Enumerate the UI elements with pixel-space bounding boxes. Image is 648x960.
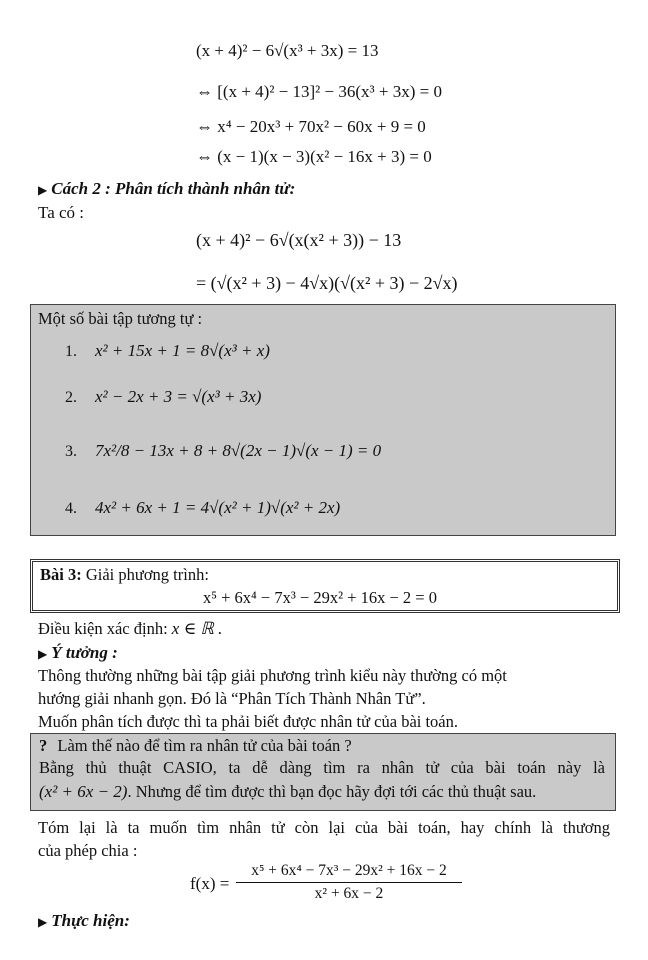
exercise-item <box>65 498 340 518</box>
question-answer-line2 <box>39 782 536 802</box>
summary-line: Tóm lại là ta muốn tìm nhân tử còn lại của bài toán, hay chính là thương <box>38 818 610 837</box>
equation-line-3: ⇔ x⁴ − 20x³ + 70x² − 60x + 9 = 0 <box>196 117 426 136</box>
fraction-numerator: x⁵ + 6x⁴ − 7x³ − 29x² + 16x − 2 <box>236 862 462 883</box>
method2-line1: (x + 4)² − 6√(x(x² + 3)) − 13 <box>196 230 402 250</box>
equation-line-4: ⇔ (x − 1)(x − 3)(x² − 16x + 3) = 0 <box>196 147 432 166</box>
exercise-number: 3. <box>65 443 77 460</box>
exercise-number: 1. <box>65 343 77 360</box>
method2-line2: = (√(x² + 3) − 4√x)(√(x² + 3) − 2√x) <box>196 273 458 293</box>
domain-condition-value: x ∈ ℝ . <box>171 619 223 638</box>
idea-heading: ▶ Ý tưởng : <box>38 643 118 662</box>
equation-line-2: ⇔ [(x + 4)² − 13]² − 36(x³ + 3x) = 0 <box>196 82 442 101</box>
exercise-item <box>65 341 270 361</box>
question-answer-line1: Bằng thủ thuật CASIO, ta dễ dàng tìm ra nhân tử của bài toán này là <box>39 758 605 777</box>
exercise-number: 2. <box>65 389 77 406</box>
similar-exercises-title: Một số bài tập tương tự : <box>38 309 203 328</box>
exercise-item <box>65 387 261 407</box>
idea-line: Muốn phân tích được thì ta phải biết được nhân tử của bài toán. <box>38 712 459 731</box>
summary-line: của phép chia : <box>38 841 138 860</box>
triangle-bullet-icon: ▶ <box>38 915 48 929</box>
question-box <box>30 733 616 811</box>
summary-paragraph <box>38 816 610 862</box>
exercise-expression: 7x²/8 − 13x + 8 + 8√(2x − 1)√(x − 1) = 0 <box>95 441 382 460</box>
method2-intro: Ta có : <box>38 203 85 222</box>
question-line <box>39 736 352 756</box>
question-mark-icon: ? <box>39 736 48 755</box>
problem3-equation: x⁵ + 6x⁴ − 7x³ − 29x² + 16x − 2 = 0 <box>203 588 437 607</box>
exercise-item <box>65 441 381 461</box>
triangle-bullet-icon: ▶ <box>38 183 48 197</box>
triangle-bullet-icon: ▶ <box>38 647 48 661</box>
fraction <box>236 862 462 903</box>
question-answer-rest: . Nhưng để tìm được thì bạn đọc hãy đợi tới các thủ thuật sau. <box>127 782 537 801</box>
problem3-box <box>30 559 620 613</box>
problem3-prompt <box>40 565 209 585</box>
similar-exercises-box <box>30 304 616 536</box>
exercise-expression: x² − 2x + 3 = √(x³ + 3x) <box>95 387 262 406</box>
factor-expression: (x² + 6x − 2) <box>39 782 128 801</box>
problem3-label: Bài 3: <box>40 565 82 584</box>
domain-condition <box>38 619 222 639</box>
idea-line: hướng giải nhanh gọn. Đó là “Phân Tích Thành Nhân Tử”. <box>38 689 426 708</box>
exercise-expression: 4x² + 6x + 1 = 4√(x² + 1)√(x² + 2x) <box>95 498 341 517</box>
idea-paragraph <box>38 664 610 733</box>
exercise-number: 4. <box>65 500 77 517</box>
method2-heading: ▶ Cách 2 : Phân tích thành nhân tử: <box>38 179 296 198</box>
idea-line: Thông thường những bài tập giải phương trình kiểu này thường có một <box>38 666 507 685</box>
fx-label: f(x) = <box>190 874 230 893</box>
problem3-text: Giải phương trình: <box>85 565 209 584</box>
question-text: Làm thế nào để tìm ra nhân tử của bài toán ? <box>57 736 352 755</box>
fraction-denominator: x² + 6x − 2 <box>314 885 384 902</box>
domain-condition-text: Điều kiện xác định: <box>38 619 168 638</box>
equation-line-1: (x + 4)² − 6√(x³ + 3x) = 13 <box>196 41 379 60</box>
implementation-heading: ▶ Thực hiện: <box>38 911 130 930</box>
exercise-expression: x² + 15x + 1 = 8√(x³ + x) <box>95 341 270 360</box>
